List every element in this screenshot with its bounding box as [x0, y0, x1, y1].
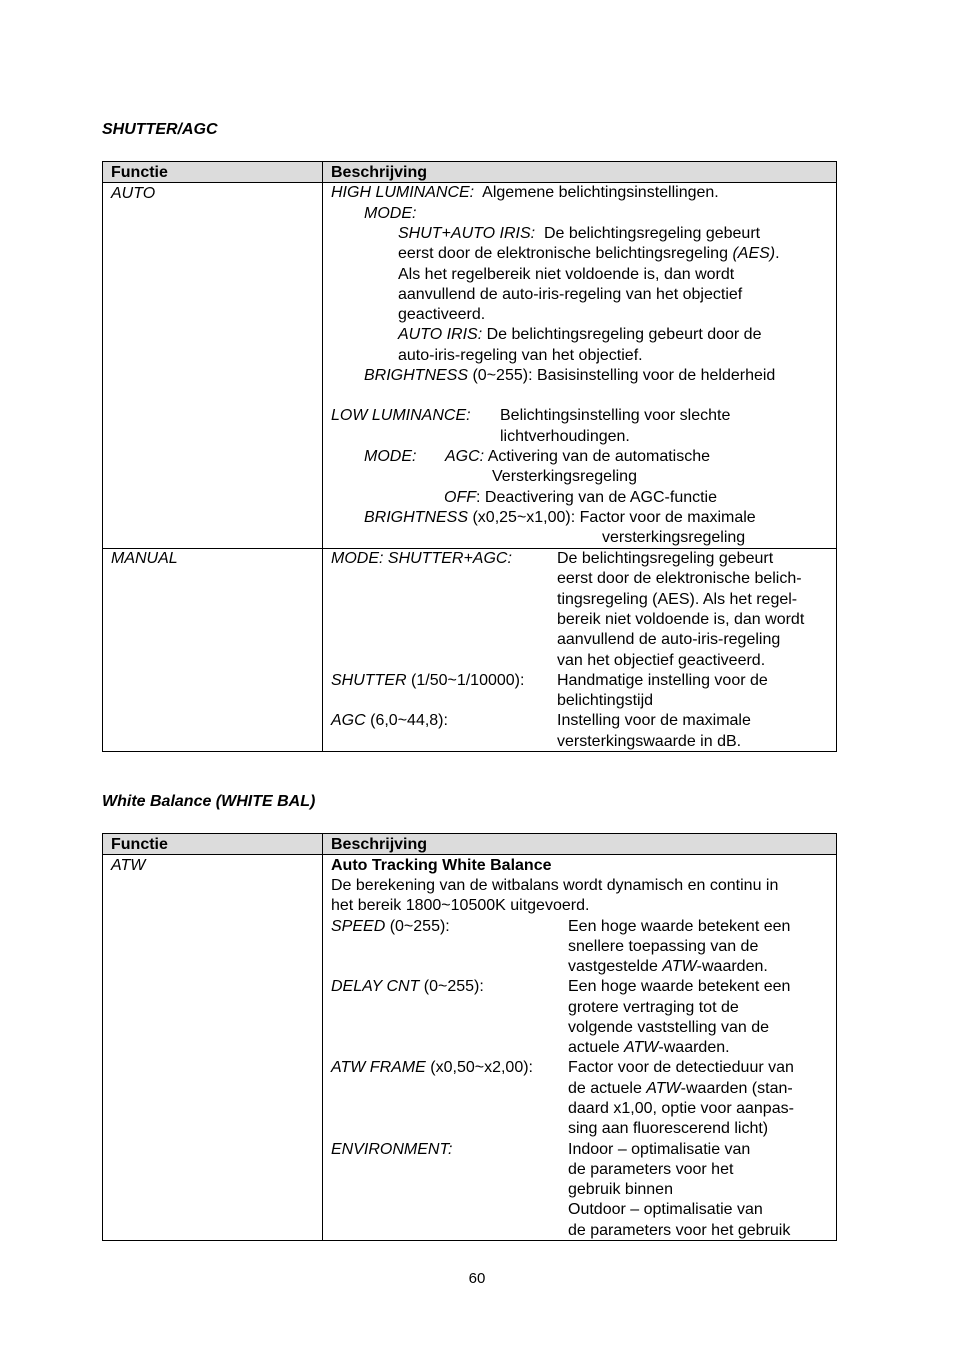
- auto-iris-line: AUTO IRIS: De belichtingsregeling gebeurt door de: [398, 326, 762, 343]
- func-atw: ATW: [111, 857, 146, 874]
- section-heading-shutter: SHUTTER/AGC: [102, 121, 218, 138]
- shut-text-line2: eerst door de elektronische belichtingsregeling (AES).: [398, 245, 780, 262]
- manual-mode-l6: van het objectief geactiveerd.: [557, 652, 766, 669]
- low-luminance-line: LOW LUMINANCE:: [331, 407, 471, 424]
- off-line: OFF: Deactivering van de AGC-functie: [444, 489, 718, 506]
- env-l2: de parameters voor het: [568, 1161, 734, 1178]
- manual-mode-l3: tingsregeling (AES). Als het regel-: [557, 591, 798, 608]
- mode2-label: MODE:: [364, 448, 417, 465]
- brightness-line: BRIGHTNESS (0~255): Basisinstelling voor de helderheid: [364, 367, 776, 384]
- mode-label: MODE:: [364, 205, 417, 222]
- delay-l1: Een hoge waarde betekent een: [568, 978, 791, 995]
- agc-line2: Versterkingsregeling: [492, 468, 637, 485]
- atw-intro2: het bereik 1800~10500K uitgevoerd.: [331, 897, 590, 914]
- env-l1: Indoor – optimalisatie van: [568, 1141, 751, 1158]
- white-balance-table: [102, 833, 837, 1241]
- brightness2-line: BRIGHTNESS (x0,25~x1,00): Factor voor de maximale: [364, 509, 756, 526]
- manual-mode-l1: De belichtingsregeling gebeurt: [557, 550, 774, 567]
- env-l4: Outdoor – optimalisatie van: [568, 1201, 763, 1218]
- speed-l3: vastgestelde ATW-waarden.: [568, 958, 768, 975]
- shutter-table: [102, 161, 837, 752]
- frame-l3: daard x1,00, optie voor aanpas-: [568, 1100, 794, 1117]
- speed-l2: snellere toepassing van de: [568, 938, 759, 955]
- agc-l2: versterkingswaarde in dB.: [557, 733, 742, 750]
- env-l5: de parameters voor het gebruik: [568, 1222, 791, 1239]
- low-luminance-text2: lichtverhoudingen.: [500, 428, 630, 445]
- low-luminance-text1: Belichtingsinstelling voor slechte: [500, 407, 731, 424]
- atw-intro1: De berekening van de witbalans wordt dynamisch en continu in: [331, 877, 779, 894]
- func-manual: MANUAL: [111, 550, 178, 567]
- table-header: [103, 834, 836, 855]
- agc-line: AGC: Activering van de automatische: [445, 448, 711, 465]
- env-label: ENVIRONMENT:: [331, 1141, 453, 1158]
- func-auto: AUTO: [111, 185, 156, 202]
- shut-text-line3: Als het regelbereik niet voldoende is, dan wordt: [398, 266, 735, 283]
- manual-mode-l2: eerst door de elektronische belich-: [557, 570, 802, 587]
- shut-text-line4: aanvullend de auto-iris-regeling van het objectief: [398, 286, 743, 303]
- agc-l1: Instelling voor de maximale: [557, 712, 751, 729]
- shut-auto-iris-line: SHUT+AUTO IRIS: De belichtingsregeling gebeurt: [398, 225, 761, 242]
- manual-mode-l5: aanvullend de auto-iris-regeling: [557, 631, 781, 648]
- shut-text-line5: geactiveerd.: [398, 306, 486, 323]
- page-number: 60: [468, 1270, 486, 1287]
- speed-label-line: SPEED (0~255):: [331, 918, 450, 935]
- header-functie: Functie: [111, 164, 168, 181]
- header-beschrijving: Beschrijving: [331, 836, 428, 853]
- delay-label-line: DELAY CNT (0~255):: [331, 978, 484, 995]
- manual-mode-l4: bereik niet voldoende is, dan wordt: [557, 611, 805, 628]
- brightness2-line2: versterkingsregeling: [602, 529, 746, 546]
- high-luminance-line: HIGH LUMINANCE: Algemene belichtingsinstellingen.: [331, 184, 719, 201]
- auto-iris-line2: auto-iris-regeling van het objectief.: [398, 347, 643, 364]
- table-header: [103, 162, 836, 183]
- header-functie: Functie: [111, 836, 168, 853]
- frame-label-line: ATW FRAME (x0,50~x2,00):: [331, 1059, 533, 1076]
- env-l3: gebruik binnen: [568, 1181, 673, 1198]
- section-heading-white-balance: White Balance (WHITE BAL): [102, 793, 316, 810]
- delay-l3: volgende vaststelling van de: [568, 1019, 770, 1036]
- manual-mode-label: MODE: SHUTTER+AGC:: [331, 550, 512, 567]
- shutter-l2: belichtingstijd: [557, 692, 654, 709]
- frame-l1: Factor voor de detectieduur van: [568, 1059, 794, 1076]
- delay-l2: grotere vertraging tot de: [568, 999, 739, 1016]
- shutter-label-line: SHUTTER (1/50~1/10000):: [331, 672, 525, 689]
- frame-l4: sing aan fluorescerend licht): [568, 1120, 769, 1137]
- atw-title: Auto Tracking White Balance: [331, 857, 552, 874]
- agc-label-line: AGC (6,0~44,8):: [331, 712, 448, 729]
- frame-l2: de actuele ATW-waarden (stan-: [568, 1080, 793, 1097]
- speed-l1: Een hoge waarde betekent een: [568, 918, 791, 935]
- header-beschrijving: Beschrijving: [331, 164, 428, 181]
- delay-l4: actuele ATW-waarden.: [568, 1039, 730, 1056]
- shutter-l1: Handmatige instelling voor de: [557, 672, 768, 689]
